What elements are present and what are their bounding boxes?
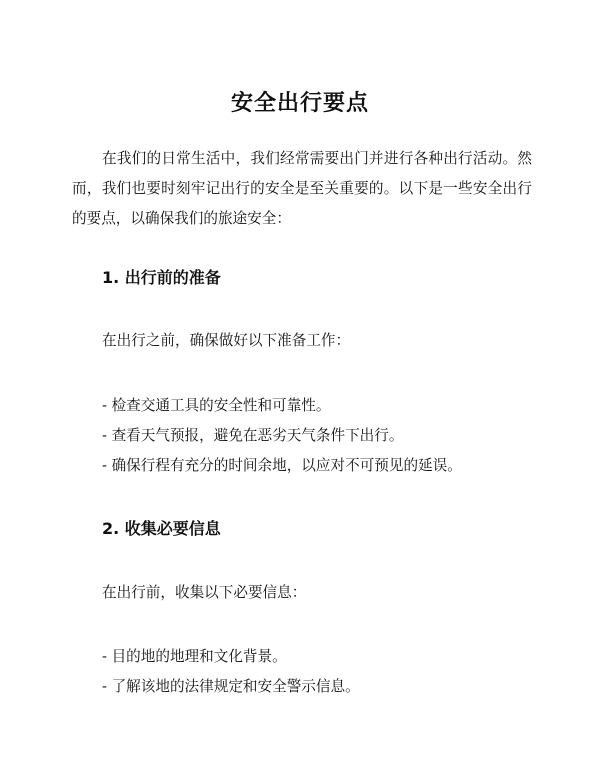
preparation-list — [102, 391, 462, 481]
list-item: - 了解该地的法律规定和安全警示信息。 — [102, 678, 360, 695]
list-item: - 查看天气预报，避免在恶劣天气条件下出行。 — [102, 427, 404, 444]
information-list — [102, 642, 360, 702]
intro-paragraph: 在我们的日常生活中，我们经常需要出门并进行各种出行活动。然而，我们也要时刻牢记出行的安全是至关重要的。以下是一些安全出行的要点，以确保我们的旅途安全： — [72, 150, 532, 227]
section-lead-preparation: 在出行之前，确保做好以下准备工作： — [102, 332, 351, 349]
document-title: 安全出行要点 — [230, 90, 369, 116]
section-heading-preparation: 1. 出行前的准备 — [102, 268, 221, 287]
section-heading-information: 2. 收集必要信息 — [102, 519, 221, 538]
section-lead-information: 在出行前，收集以下必要信息： — [102, 584, 307, 601]
list-item: - 目的地的地理和文化背景。 — [102, 648, 287, 665]
list-item: - 检查交通工具的安全性和可靠性。 — [102, 397, 331, 414]
list-item: - 确保行程有充分的时间余地，以应对不可预见的延误。 — [102, 457, 462, 474]
